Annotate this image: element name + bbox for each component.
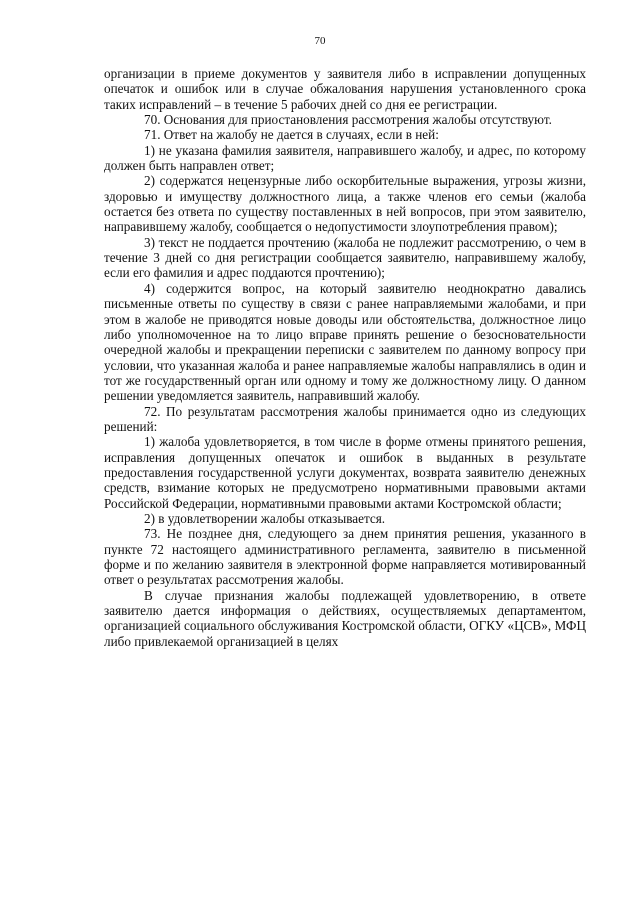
paragraph-71-item-1: 1) не указана фамилия заявителя, направившего жалобу, и адрес, по которому должен быть направлен ответ; — [104, 142, 586, 174]
paragraph-72-item-2: 2) в удовлетворении жалобы отказывается. — [144, 510, 386, 526]
paragraph-71-item-3: 3) текст не поддается прочтению (жалоба не подлежит рассмотрению, о чем в течение 3 дней со дня регистрации сообщается заявителю, направившему жалобу, если его фамилия и адрес поддаются прочтению); — [104, 234, 586, 281]
paragraph-70: 70. Основания для приостановления рассмотрения жалобы отсутствуют. — [144, 112, 552, 128]
paragraph-71-item-2: 2) содержатся нецензурные либо оскорбительные выражения, угрозы жизни, здоровью и имуществу должностного лица, а также членов его семьи (жалоба остается без ответа по существу поставленных в ней вопросов, при этом заявителю, направившему жалобу, сообщается о недопустимости злоупотребления правом); — [104, 173, 586, 235]
paragraph-72-item-1: 1) жалоба удовлетворяется, в том числе в форме отмены принятого решения, исправления допущенных опечаток и ошибок в выданных в результате предоставления государственной услуги документах, возврата заявителю денежных средств, взимание которых не предусмотрено нормативными правовыми актами Российской Федерации, нормативными правовыми актами Костромской области; — [104, 434, 586, 511]
paragraph-72: 72. По результатам рассмотрения жалобы принимается одно из следующих решений: — [104, 403, 586, 434]
paragraph-continuation: организации в приеме документов у заявителя либо в исправлении допущенных опечаток и ошибок или в случае обжалования нарушения установленного срока таких исправлений – в течение 5 рабочих дней со дня ее регистрации. — [104, 66, 586, 112]
paragraph-73-continuation: В случае признания жалобы подлежащей удовлетворению, в ответе заявителю дается информация о действиях, осуществляемых департаментом, организацией социального обслуживания Костромской области, ОГКУ «ЦСВ», МФЦ либо привлекаемой организацией в целях — [104, 587, 586, 649]
paragraph-73: 73. Не позднее дня, следующего за днем принятия решения, указанного в пункте 72 настоящего административного регламента, заявителю в письменной форме и по желанию заявителя в электронной форме направляется мотивированный ответ о результатах рассмотрения жалобы. — [104, 526, 586, 588]
document-body — [104, 66, 586, 649]
paragraph-71: 71. Ответ на жалобу не дается в случаях, если в ней: — [144, 127, 439, 143]
page-number: 70 — [314, 35, 326, 47]
paragraph-71-item-4: 4) содержится вопрос, на который заявителю неоднократно давались письменные ответы по существу в связи с ранее направляемыми жалобами, и при этом в жалобе не приводятся новые доводы или обстоятельства, должностное лицо либо уполномоченное на то лицо вправе принять решение о безосновательности очередной жалобы и прекращении переписки с заявителем по данному вопросу при условии, что указанная жалоба и ранее направляемые жалобы направлялись в один и тот же государственный орган или одному и тому же должностному лицу. О данном решении уведомляется заявитель, направивший жалобу. — [104, 280, 586, 404]
